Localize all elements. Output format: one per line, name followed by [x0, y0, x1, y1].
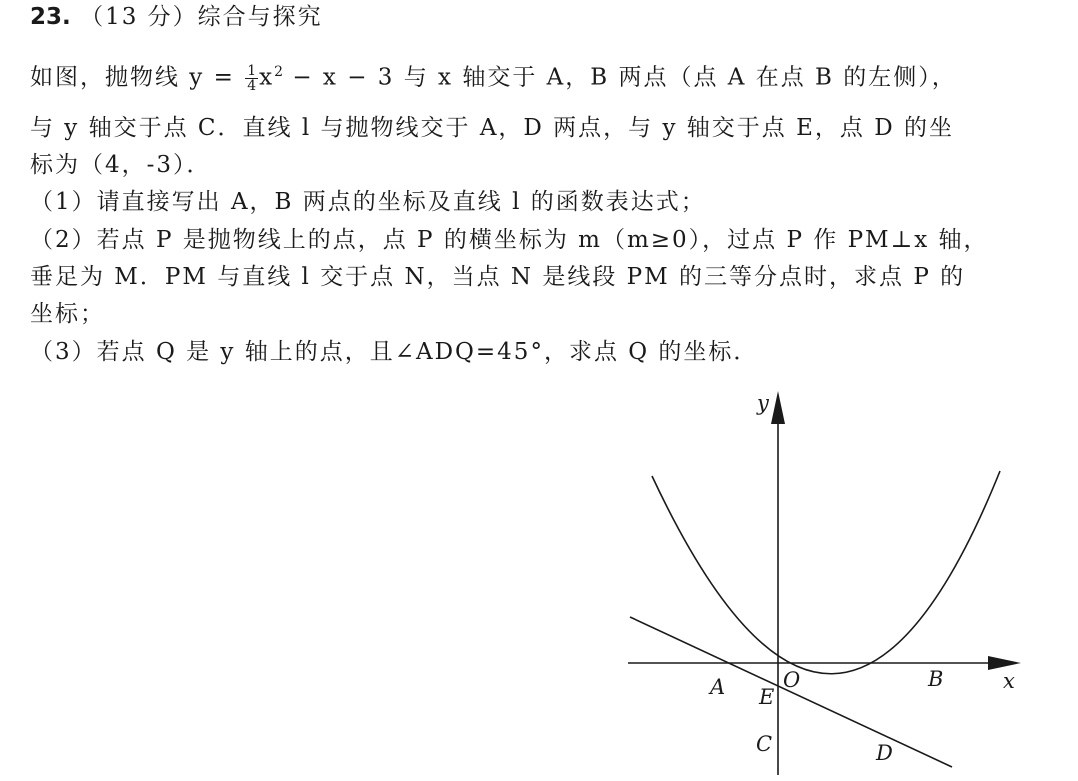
question-score: （13 分）综合与探究 — [80, 4, 323, 30]
point-d-label: D — [876, 741, 893, 765]
question-part-2-line-1: （2）若点 P 是抛物线上的点，点 P 的横坐标为 m（m≥0），过点 P 作 PM⊥x 轴， — [30, 227, 989, 253]
point-e-label: E — [759, 685, 775, 709]
fraction-denominator: 4 — [247, 78, 257, 95]
question-part-2-line-3: 坐标； — [30, 301, 105, 327]
y-axis-arrow — [771, 391, 785, 424]
question-part-3: （3）若点 Q 是 y 轴上的点，且∠ADQ=45°，求点 Q 的坐标． — [30, 339, 759, 365]
stem-text-c: − x − 3 与 x 轴交于 A，B 两点（点 A 在点 B 的左侧）， — [283, 64, 957, 91]
point-a-label: A — [710, 675, 726, 699]
x-axis-label: x — [1003, 669, 1015, 693]
point-b-label: B — [928, 667, 944, 691]
question-part-1: （1）请直接写出 A，B 两点的坐标及直线 l 的函数表达式； — [30, 189, 706, 215]
stem-line-3: 标为（4，-3）． — [30, 152, 212, 178]
stem-text-a: 如图，抛物线 y = — [30, 64, 245, 91]
y-axis-label: y — [757, 391, 769, 415]
x-axis-arrow — [988, 656, 1021, 670]
stem-text-b: x — [259, 64, 275, 91]
line-l — [630, 617, 952, 767]
fraction-numerator: 1 — [247, 63, 257, 80]
parabola-curve — [652, 471, 1000, 674]
question-part-2-line-2: 垂足为 M．PM 与直线 l 交于点 N，当点 N 是线段 PM 的三等分点时，求点 P 的 — [30, 264, 966, 290]
stem-line-2: 与 y 轴交于点 C．直线 l 与抛物线交于 A，D 两点，与 y 轴交于点 E，点 D 的坐 — [30, 115, 954, 141]
point-c-label: C — [756, 732, 773, 756]
question-number: 23. — [30, 4, 71, 30]
origin-label: O — [783, 668, 801, 692]
exponent: 2 — [274, 64, 284, 80]
